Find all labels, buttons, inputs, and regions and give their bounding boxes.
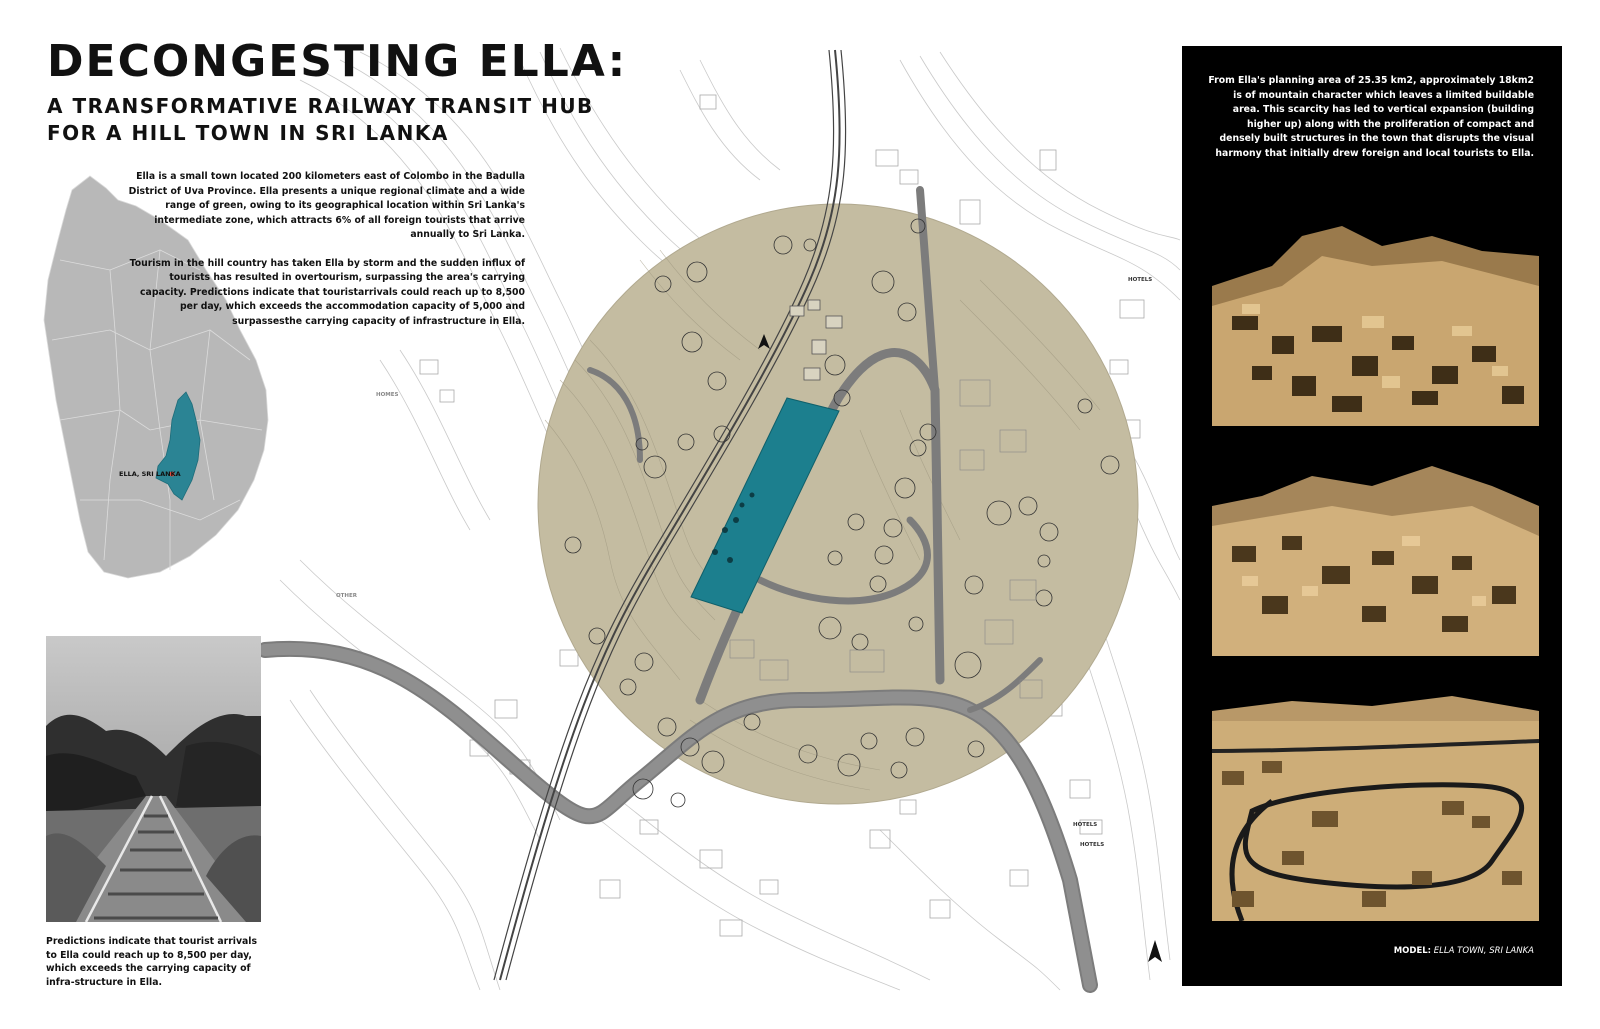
label-homes: HOMES xyxy=(376,392,399,398)
intro-paragraph-2: Tourism in the hill country has taken Ella by storm and the sudden influx of tourists has resulted in overtourism, surpassing the area's carrying capacity. Predictions indicate that touristarrivals could reach up to 8,500 per day, which exceeds the accommodation capacity of 5,000 and surpassesthe carrying capacity of infrastructure in Ella. xyxy=(129,257,525,327)
label-hotels: HOTELS xyxy=(1080,842,1105,848)
model-label xyxy=(1394,946,1534,956)
site-circle xyxy=(538,204,1138,804)
model-label-prefix: MODEL: xyxy=(1393,946,1432,956)
intro-paragraph-1: Ella is a small town located 200 kilometers east of Colombo in the Badulla District of Uva Province. Ella presents a unique regional climate and a wide range of green, owing to its geographical location within Sri Lanka's intermediate zone, which attracts 6% of all foreign tourists that arrive annually to Sri Lanka. xyxy=(128,171,525,240)
label-hotels: HOTELS xyxy=(1073,822,1098,828)
right-panel xyxy=(1182,46,1562,986)
planning-text: From Ella's planning area of 25.35 km2, approximately 18km2 is of mountain character which leaves a limited buildable area. This scarcity has led to vertical expansion (building higher up) along with the proliferation of compact and densely built structures in the town that disrupts the visual harmony that initially drew foreign and local tourists to Ella. xyxy=(1208,75,1534,159)
label-other: OTHER xyxy=(336,593,358,599)
railway-photo-image xyxy=(46,636,261,922)
model-label-name: ELLA TOWN, SRI LANKA xyxy=(1431,946,1534,956)
subtitle-line-1: A TRANSFORMATIVE RAILWAY TRANSIT HUB xyxy=(47,94,594,118)
page-subtitle xyxy=(47,93,594,147)
railway-photo xyxy=(46,636,261,922)
page-title: DECONGESTING ELLA: xyxy=(47,36,628,87)
label-hotels: HOTELS xyxy=(1128,277,1153,283)
model-image-1 xyxy=(1212,216,1539,426)
model-image-2 xyxy=(1212,466,1539,656)
photo-caption: Predictions indicate that tourist arrivals to Ella could reach up to 8,500 per day, which exceeds the carrying capacity of infra-structure in Ella. xyxy=(46,936,258,988)
subtitle-line-2: FOR A HILL TOWN IN SRI LANKA xyxy=(47,121,449,145)
model-image-3 xyxy=(1212,691,1539,921)
ella-location-label: ELLA, SRI LANKA xyxy=(119,470,181,478)
intro-text xyxy=(120,170,525,343)
